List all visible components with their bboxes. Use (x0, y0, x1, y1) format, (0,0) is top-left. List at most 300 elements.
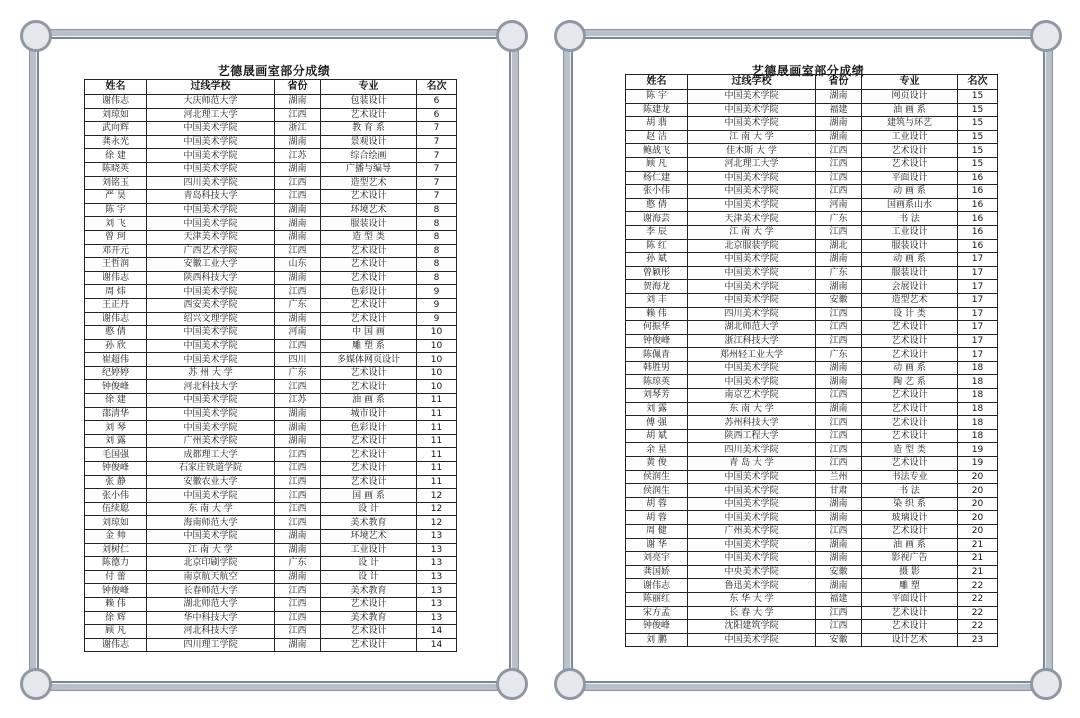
province-cell: 湖南 (816, 280, 862, 294)
rank-cell: 16 (958, 239, 998, 253)
student-name-cell: 侯润生 (626, 484, 688, 498)
province-cell: 江西 (275, 190, 321, 204)
province-cell: 广东 (275, 298, 321, 312)
rank-cell: 17 (958, 253, 998, 267)
major-cell: 造型艺术 (321, 176, 417, 190)
major-cell: 艺术设计 (321, 108, 417, 122)
school-cell: 中国美术学院 (147, 217, 275, 231)
school-cell: 中国美术学院 (688, 293, 816, 307)
rank-cell: 8 (417, 271, 457, 285)
province-cell: 湖南 (275, 271, 321, 285)
major-cell: 动 画 系 (862, 185, 958, 199)
major-cell: 环境艺术 (321, 203, 417, 217)
province-cell: 湖南 (816, 579, 862, 593)
student-name-cell: 韩胜男 (626, 361, 688, 375)
rank-cell: 10 (417, 339, 457, 353)
major-cell: 会展设计 (862, 280, 958, 294)
school-cell: 中国美术学院 (147, 149, 275, 163)
major-cell: 工业设计 (862, 130, 958, 144)
sheet-title: 艺德晟画室部分成绩 (217, 64, 331, 78)
student-name-cell: 钟俊峰 (85, 584, 147, 598)
table-row (626, 348, 998, 362)
rank-cell: 17 (958, 321, 998, 335)
school-cell: 中国美术学院 (688, 280, 816, 294)
table-row (626, 606, 998, 620)
student-name-cell: 谢海芸 (626, 212, 688, 226)
rank-cell: 20 (958, 525, 998, 539)
major-cell: 艺术设计 (862, 525, 958, 539)
frame-corner-ornament (554, 668, 586, 700)
student-name-cell: 赖 伟 (85, 597, 147, 611)
major-cell: 艺术设计 (321, 434, 417, 448)
rank-cell: 7 (417, 190, 457, 204)
table-row (85, 611, 457, 625)
frame-corner-ornament (1030, 20, 1062, 52)
rank-cell: 23 (958, 633, 998, 647)
school-cell: 广州美术学院 (688, 525, 816, 539)
student-name-cell: 周 健 (626, 525, 688, 539)
school-cell: 四川美术学院 (147, 176, 275, 190)
province-cell: 江西 (275, 244, 321, 258)
rank-cell: 11 (417, 394, 457, 408)
school-cell: 湖北师范大学 (147, 597, 275, 611)
province-cell: 湖南 (275, 162, 321, 176)
major-cell: 造 型 类 (321, 230, 417, 244)
major-cell: 服装设计 (862, 239, 958, 253)
school-cell: 广州美术学院 (147, 434, 275, 448)
rank-cell: 13 (417, 543, 457, 557)
school-cell: 中国美术学院 (688, 253, 816, 267)
province-cell: 江西 (816, 307, 862, 321)
student-name-cell: 周 炜 (85, 285, 147, 299)
province-cell: 江西 (275, 475, 321, 489)
table-row (626, 525, 998, 539)
table-row (85, 108, 457, 122)
table-row (626, 375, 998, 389)
student-name-cell: 侯润生 (626, 470, 688, 484)
table-row (85, 312, 457, 326)
school-cell: 四川理工学院 (147, 638, 275, 652)
table-row (85, 271, 457, 285)
student-name-cell: 杨仁建 (626, 171, 688, 185)
major-cell: 玻璃设计 (862, 511, 958, 525)
major-cell: 包装设计 (321, 95, 417, 109)
student-name-cell: 张小伟 (626, 185, 688, 199)
major-cell: 美术教育 (321, 584, 417, 598)
table-row (85, 625, 457, 639)
province-cell: 江西 (816, 334, 862, 348)
school-cell: 中国美术学院 (688, 375, 816, 389)
student-name-cell: 陈 红 (626, 239, 688, 253)
table-row (626, 171, 998, 185)
table-row (626, 293, 998, 307)
table-row (85, 339, 457, 353)
rank-cell: 22 (958, 592, 998, 606)
province-cell: 江西 (275, 516, 321, 530)
rank-cell: 18 (958, 375, 998, 389)
results-table (625, 74, 998, 647)
school-cell: 中国美术学院 (147, 530, 275, 544)
school-cell: 安徽工业大学 (147, 258, 275, 272)
major-cell: 设 计 (321, 570, 417, 584)
student-name-cell: 王正丹 (85, 298, 147, 312)
table-row (626, 429, 998, 443)
major-cell: 雕 塑 系 (321, 339, 417, 353)
rank-cell: 16 (958, 212, 998, 226)
major-cell: 设计艺术 (862, 633, 958, 647)
rank-cell: 11 (417, 434, 457, 448)
rank-cell: 15 (958, 103, 998, 117)
school-cell: 中国美术学院 (688, 361, 816, 375)
student-name-cell: 谢伟志 (85, 638, 147, 652)
major-cell: 色彩设计 (321, 421, 417, 435)
table-row (626, 117, 998, 131)
major-cell: 网页设计 (862, 90, 958, 104)
table-row (85, 570, 457, 584)
table-row (85, 530, 457, 544)
rank-cell: 6 (417, 95, 457, 109)
province-cell: 江西 (275, 176, 321, 190)
major-cell: 色彩设计 (321, 285, 417, 299)
column-header: 专业 (321, 80, 417, 95)
school-cell: 中国美术学院 (688, 470, 816, 484)
table-row (626, 144, 998, 158)
major-cell: 艺术设计 (862, 416, 958, 430)
student-name-cell: 钟俊峰 (626, 334, 688, 348)
province-cell: 江西 (275, 502, 321, 516)
major-cell: 艺术设计 (321, 298, 417, 312)
table-row (626, 103, 998, 117)
province-cell: 安徽 (816, 633, 862, 647)
rank-cell: 8 (417, 217, 457, 231)
table-row (85, 475, 457, 489)
school-cell: 中国美术学院 (147, 135, 275, 149)
rank-cell: 18 (958, 429, 998, 443)
major-cell: 书 法 (862, 484, 958, 498)
rank-cell: 7 (417, 176, 457, 190)
province-cell: 安徽 (816, 565, 862, 579)
table-row (85, 258, 457, 272)
province-cell: 湖南 (816, 538, 862, 552)
student-name-cell: 谢 华 (626, 538, 688, 552)
table-row (85, 462, 457, 476)
province-cell: 湖南 (275, 434, 321, 448)
major-cell: 环境艺术 (321, 530, 417, 544)
rank-cell: 12 (417, 489, 457, 503)
rank-cell: 15 (958, 157, 998, 171)
school-cell: 安徽农业大学 (147, 475, 275, 489)
province-cell: 江西 (816, 620, 862, 634)
student-name-cell: 刘 露 (85, 434, 147, 448)
table-row (85, 516, 457, 530)
rank-cell: 16 (958, 171, 998, 185)
school-cell: 青 岛 大 学 (688, 457, 816, 471)
rank-cell: 17 (958, 307, 998, 321)
rank-cell: 9 (417, 298, 457, 312)
school-cell: 江 南 大 学 (147, 543, 275, 557)
rank-cell: 20 (958, 484, 998, 498)
rank-cell: 21 (958, 565, 998, 579)
rank-cell: 17 (958, 348, 998, 362)
major-cell: 中 国 画 (321, 326, 417, 340)
rank-cell: 11 (417, 462, 457, 476)
rank-cell: 10 (417, 380, 457, 394)
rank-cell: 12 (417, 502, 457, 516)
province-cell: 江西 (816, 171, 862, 185)
rank-cell: 19 (958, 457, 998, 471)
student-name-cell: 憨 倩 (626, 198, 688, 212)
province-cell: 湖南 (816, 375, 862, 389)
table-row (85, 543, 457, 557)
province-cell: 湖南 (816, 511, 862, 525)
province-cell: 湖南 (275, 543, 321, 557)
major-cell: 国 画 系 (321, 489, 417, 503)
province-cell: 江西 (275, 380, 321, 394)
table-row (85, 95, 457, 109)
student-name-cell: 谢伟志 (85, 271, 147, 285)
student-name-cell: 李 辰 (626, 225, 688, 239)
table-row (85, 162, 457, 176)
table-row (626, 484, 998, 498)
major-cell: 艺术设计 (862, 157, 958, 171)
school-cell: 中国美术学院 (688, 497, 816, 511)
major-cell: 景观设计 (321, 135, 417, 149)
rank-cell: 15 (958, 130, 998, 144)
major-cell: 服装设计 (862, 266, 958, 280)
province-cell: 湖南 (275, 638, 321, 652)
school-cell: 中国美术学院 (688, 117, 816, 131)
school-cell: 中国美术学院 (688, 198, 816, 212)
province-cell: 江西 (275, 625, 321, 639)
table-row (85, 584, 457, 598)
school-cell: 河北科技大学 (147, 380, 275, 394)
student-name-cell: 刘铭玉 (85, 176, 147, 190)
major-cell: 动 画 系 (862, 253, 958, 267)
province-cell: 江西 (816, 225, 862, 239)
student-name-cell: 胡 蓉 (626, 511, 688, 525)
rank-cell: 13 (417, 557, 457, 571)
table-row (626, 565, 998, 579)
province-cell: 湖南 (816, 497, 862, 511)
student-name-cell: 徐 建 (85, 149, 147, 163)
student-name-cell: 余 星 (626, 443, 688, 457)
table-row (85, 230, 457, 244)
table-row (626, 90, 998, 104)
student-name-cell: 钟俊峰 (626, 620, 688, 634)
school-cell: 中央美术学院 (688, 565, 816, 579)
province-cell: 广东 (275, 366, 321, 380)
rank-cell: 7 (417, 162, 457, 176)
rank-cell: 8 (417, 230, 457, 244)
student-name-cell: 宋方孟 (626, 606, 688, 620)
rank-cell: 17 (958, 280, 998, 294)
table-row (626, 198, 998, 212)
rank-cell: 15 (958, 90, 998, 104)
table-row (626, 253, 998, 267)
province-cell: 江西 (816, 429, 862, 443)
student-name-cell: 黄 俊 (626, 457, 688, 471)
student-name-cell: 刘琼如 (85, 516, 147, 530)
major-cell: 艺术设计 (862, 429, 958, 443)
student-name-cell: 曾颖彤 (626, 266, 688, 280)
major-cell: 艺术设计 (321, 638, 417, 652)
rank-cell: 11 (417, 421, 457, 435)
school-cell: 中国美术学院 (147, 122, 275, 136)
school-cell: 四川美术学院 (688, 443, 816, 457)
major-cell: 艺术设计 (321, 244, 417, 258)
province-cell: 湖南 (275, 203, 321, 217)
student-name-cell: 陈德力 (85, 557, 147, 571)
rank-cell: 18 (958, 389, 998, 403)
rank-cell: 10 (417, 326, 457, 340)
table-row (85, 149, 457, 163)
student-name-cell: 钟俊峰 (85, 380, 147, 394)
major-cell: 染 织 系 (862, 497, 958, 511)
student-name-cell: 赵 洁 (626, 130, 688, 144)
student-name-cell: 邓开元 (85, 244, 147, 258)
major-cell: 平面设计 (862, 592, 958, 606)
province-cell: 河南 (816, 198, 862, 212)
table-row (626, 538, 998, 552)
table-row (626, 280, 998, 294)
student-name-cell: 刘 琴 (85, 421, 147, 435)
province-cell: 江西 (816, 389, 862, 403)
major-cell: 艺术设计 (862, 334, 958, 348)
major-cell: 工业设计 (321, 543, 417, 557)
column-header: 专业 (862, 75, 958, 90)
major-cell: 艺术设计 (321, 462, 417, 476)
province-cell: 湖南 (275, 421, 321, 435)
major-cell: 艺术设计 (321, 475, 417, 489)
province-cell: 江西 (275, 489, 321, 503)
rank-cell: 19 (958, 443, 998, 457)
major-cell: 艺术设计 (321, 597, 417, 611)
table-row (85, 285, 457, 299)
student-name-cell: 陈琼英 (626, 375, 688, 389)
table-row (626, 443, 998, 457)
province-cell: 江西 (816, 157, 862, 171)
rank-cell: 8 (417, 258, 457, 272)
column-header: 姓名 (626, 75, 688, 90)
student-name-cell: 陈 宇 (85, 203, 147, 217)
table-row (626, 470, 998, 484)
school-cell: 苏 州 大 学 (147, 366, 275, 380)
student-name-cell: 谢伟志 (626, 579, 688, 593)
table-row (626, 361, 998, 375)
province-cell: 广东 (275, 557, 321, 571)
province-cell: 江西 (275, 597, 321, 611)
school-cell: 佳木斯 大 学 (688, 144, 816, 158)
column-header: 过线学校 (688, 75, 816, 90)
school-cell: 中国美术学院 (147, 326, 275, 340)
student-name-cell: 陈丽红 (626, 592, 688, 606)
student-name-cell: 刘琼如 (85, 108, 147, 122)
major-cell: 广播与编导 (321, 162, 417, 176)
student-name-cell: 刘亮宇 (626, 552, 688, 566)
rank-cell: 6 (417, 108, 457, 122)
province-cell: 江西 (816, 321, 862, 335)
rank-cell: 18 (958, 416, 998, 430)
school-cell: 湖北师范大学 (688, 321, 816, 335)
table-row (85, 407, 457, 421)
school-cell: 苏州科技大学 (688, 416, 816, 430)
results-sheet-left (30, 30, 518, 690)
student-name-cell: 武向辉 (85, 122, 147, 136)
student-name-cell: 胡 斌 (626, 429, 688, 443)
school-cell: 青岛科技大学 (147, 190, 275, 204)
province-cell: 江西 (275, 448, 321, 462)
column-header: 名次 (417, 80, 457, 95)
major-cell: 美术教育 (321, 516, 417, 530)
rank-cell: 11 (417, 448, 457, 462)
major-cell: 教 育 系 (321, 122, 417, 136)
major-cell: 艺术设计 (321, 448, 417, 462)
province-cell: 江西 (275, 108, 321, 122)
province-cell: 湖南 (275, 570, 321, 584)
table-row (85, 434, 457, 448)
province-cell: 湖南 (816, 552, 862, 566)
table-row (626, 212, 998, 226)
school-cell: 中国美术学院 (147, 394, 275, 408)
school-cell: 中国美术学院 (688, 103, 816, 117)
student-name-cell: 邵清华 (85, 407, 147, 421)
table-row (626, 389, 998, 403)
student-name-cell: 憨 倩 (85, 326, 147, 340)
student-name-cell: 龚永光 (85, 135, 147, 149)
school-cell: 天津美术学院 (688, 212, 816, 226)
province-cell: 江西 (275, 611, 321, 625)
table-row (85, 122, 457, 136)
table-row (626, 497, 998, 511)
student-name-cell: 胡 蓉 (626, 497, 688, 511)
province-cell: 江西 (816, 416, 862, 430)
school-cell: 中国美术学院 (147, 203, 275, 217)
rank-cell: 13 (417, 530, 457, 544)
rank-cell: 11 (417, 475, 457, 489)
school-cell: 东 南 大 学 (688, 402, 816, 416)
school-cell: 中国美术学院 (147, 353, 275, 367)
table-row (626, 416, 998, 430)
table-row (85, 502, 457, 516)
school-cell: 中国美术学院 (147, 285, 275, 299)
school-cell: 中国美术学院 (688, 90, 816, 104)
province-cell: 江苏 (275, 394, 321, 408)
school-cell: 四川美术学院 (688, 307, 816, 321)
rank-cell: 10 (417, 366, 457, 380)
major-cell: 影视广告 (862, 552, 958, 566)
school-cell: 长春师范大学 (147, 584, 275, 598)
table-row (85, 448, 457, 462)
student-name-cell: 崔超伟 (85, 353, 147, 367)
table-row (85, 298, 457, 312)
student-name-cell: 龚国娇 (626, 565, 688, 579)
student-name-cell: 金 帅 (85, 530, 147, 544)
student-name-cell: 徐 建 (85, 394, 147, 408)
province-cell: 江西 (275, 285, 321, 299)
province-cell: 湖南 (275, 530, 321, 544)
province-cell: 湖南 (816, 90, 862, 104)
table-row (85, 489, 457, 503)
rank-cell: 17 (958, 266, 998, 280)
province-cell: 江苏 (275, 149, 321, 163)
school-cell: 江 南 大 学 (688, 225, 816, 239)
major-cell: 艺术设计 (862, 348, 958, 362)
frame-corner-ornament (20, 668, 52, 700)
major-cell: 艺术设计 (321, 366, 417, 380)
school-cell: 陕西工程大学 (688, 429, 816, 443)
major-cell: 艺术设计 (321, 258, 417, 272)
student-name-cell: 刘 丰 (626, 293, 688, 307)
